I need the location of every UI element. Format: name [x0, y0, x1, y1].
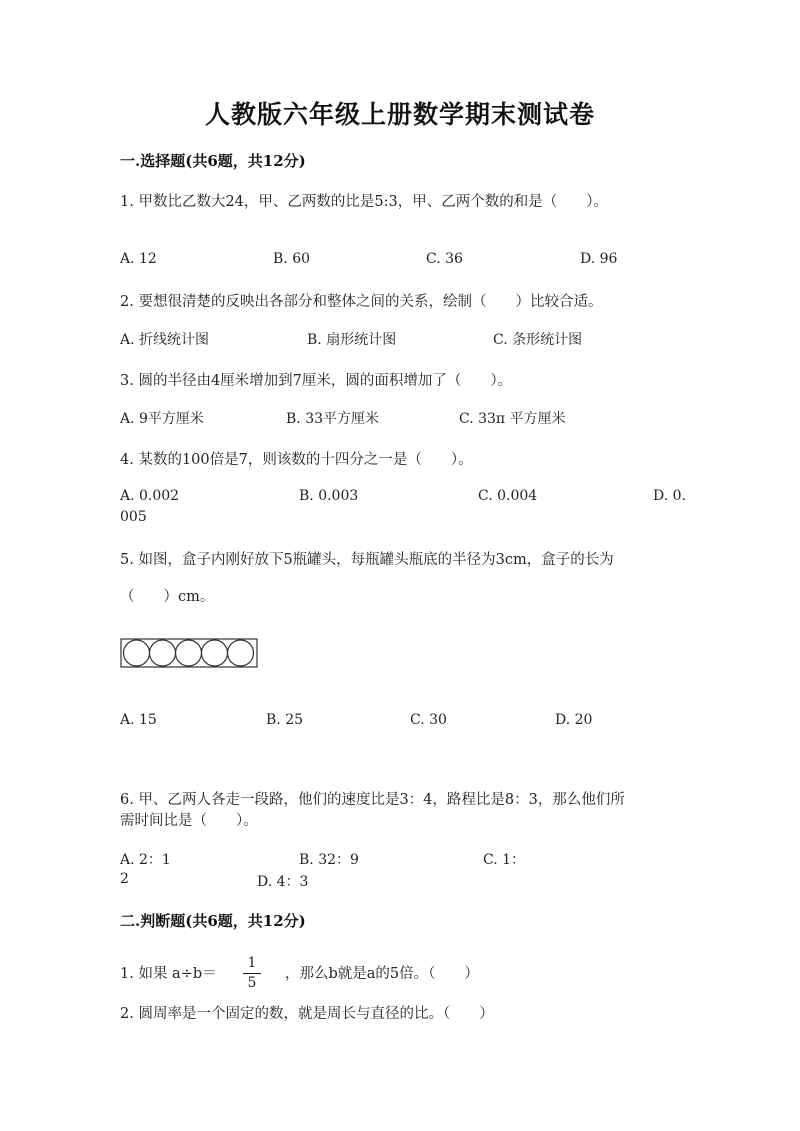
- q2-option-b: B. 扇形统计图: [307, 332, 397, 348]
- question-3: 3. 圆的半径由4厘米增加到7厘米，圆的面积增加了（ ）。: [120, 373, 513, 389]
- q2-option-a: A. 折线统计图: [120, 332, 210, 348]
- q1-option-c: C. 36: [426, 251, 463, 267]
- q1-option-b: B. 60: [273, 251, 311, 267]
- q3-option-b: B. 33平方厘米: [286, 411, 380, 427]
- q6-option-c-wrap: 2: [120, 871, 129, 887]
- q3-option-c: C. 33π 平方厘米: [459, 411, 566, 427]
- question-6-line-1: 6. 甲、乙两人各走一段路，他们的速度比是3：4，路程比是8：3，那么他们所: [120, 792, 625, 808]
- question-2: 2. 要想很清楚的反映出各部分和整体之间的关系，绘制（ ）比较合适。: [120, 294, 603, 310]
- q2-option-c: C. 条形统计图: [493, 332, 583, 348]
- can-circle: [176, 640, 202, 666]
- q4-option-b: B. 0.003: [299, 488, 359, 504]
- section-heading-choice: 一.选择题(共6题，共12分): [120, 152, 306, 170]
- judgment-2: 2. 圆周率是一个固定的数，就是周长与直径的比。（ ）: [120, 1006, 494, 1022]
- fraction-one-fifth: [243, 956, 261, 991]
- q6-option-b: B. 32：9: [299, 852, 359, 868]
- can-circle: [228, 640, 254, 666]
- q6-option-a: A. 2：1: [120, 852, 171, 868]
- q5-option-b: B. 25: [266, 712, 304, 728]
- fraction-bar: [243, 973, 261, 974]
- can-circle: [202, 640, 228, 666]
- q4-option-d: D. 0.: [653, 488, 686, 504]
- section-heading-judgment: 二.判断题(共6题，共12分): [120, 912, 306, 930]
- q5-option-d: D. 20: [555, 712, 593, 728]
- can-circle: [150, 640, 176, 666]
- judgment-1-prefix: 1. 如果 a÷b＝: [120, 966, 217, 982]
- q5-option-a: A. 15: [120, 712, 157, 728]
- question-4: 4. 某数的100倍是7，则该数的十四分之一是（ ）。: [120, 452, 473, 468]
- q1-option-a: A. 12: [120, 251, 157, 267]
- q4-option-d-wrap: 005: [120, 509, 147, 525]
- page-title: 人教版六年级上册数学期末测试卷: [204, 100, 595, 129]
- question-5-line-1: 5. 如图，盒子内刚好放下5瓶罐头，每瓶罐头瓶底的半径为3cm，盒子的长为: [120, 552, 614, 568]
- question-5-line-2: （ ）cm。: [120, 589, 215, 605]
- judgment-1-suffix: ，那么b就是a的5倍。（ ）: [285, 966, 479, 982]
- fraction-denominator: 5: [247, 975, 257, 991]
- box-with-five-cans-figure: [120, 638, 260, 670]
- q4-option-a: A. 0.002: [120, 488, 180, 504]
- box-rect: [121, 639, 257, 667]
- question-1: 1. 甲数比乙数大24，甲、乙两数的比是5:3，甲、乙两个数的和是（ ）。: [120, 194, 608, 210]
- can-circle: [124, 640, 150, 666]
- fraction-numerator: 1: [247, 955, 257, 971]
- q4-option-c: C. 0.004: [478, 488, 538, 504]
- q6-option-d: D. 4：3: [257, 874, 309, 890]
- question-6-line-2: 需时间比是（ ）。: [120, 813, 258, 829]
- q1-option-d: D. 96: [580, 251, 618, 267]
- q3-option-a: A. 9平方厘米: [120, 411, 204, 427]
- q6-option-c: C. 1：: [483, 852, 526, 868]
- q5-option-c: C. 30: [410, 712, 447, 728]
